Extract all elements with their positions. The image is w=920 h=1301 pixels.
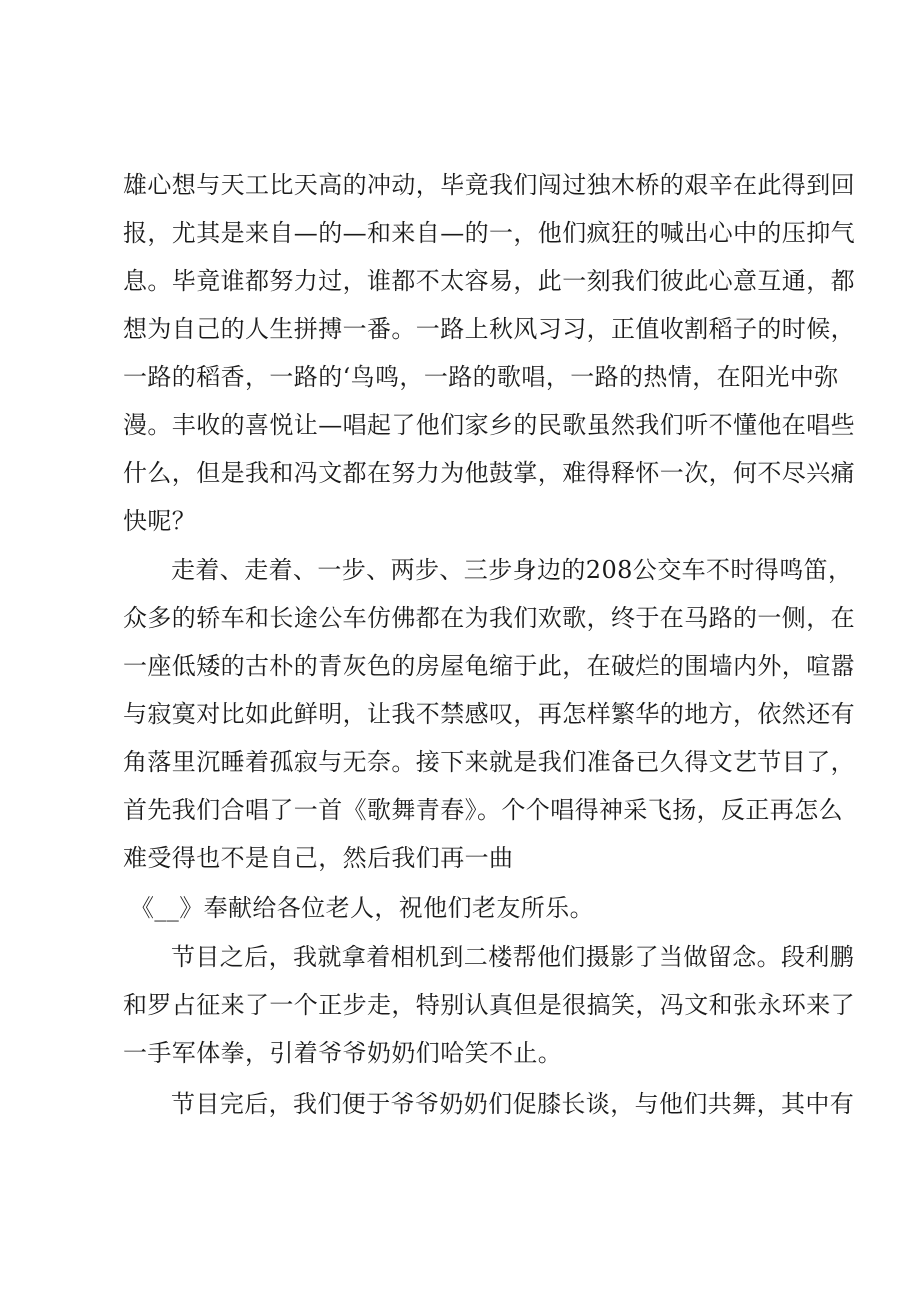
body-text-line: 走着、走着、一步、两步、三步身边的208公交车不时得鸣笛，	[171, 556, 853, 584]
body-text-line: 众多的轿车和长途公车仿佛都在为我们欢歌，终于在马路的一侧，在	[123, 604, 855, 632]
body-text-line: 什么，但是我和冯文都在努力为他鼓掌，难得释怀一次，何不尽兴痛	[123, 459, 855, 487]
body-text-line: 《__》奉献给各位老人，祝他们老友所乐。	[130, 894, 594, 922]
body-text-line: 节目之后，我就拿着相机到二楼帮他们摄影了当做留念。段利鹏	[171, 943, 855, 971]
body-text-line: 首先我们合唱了一首《歌舞青春》。个个唱得神采飞扬，反正再怎么	[123, 796, 843, 824]
body-text-line: 息。毕竟谁都努力过，谁都不太容易，此一刻我们彼此心意互通，都	[123, 267, 855, 295]
body-text-line: 雄心想与天工比天高的冲动，毕竟我们闯过独木桥的艰辛在此得到回	[123, 171, 855, 199]
body-text-line: 报，尤其是来自—的—和来自—的一，他们疯狂的喊出心中的压抑气	[123, 219, 855, 247]
body-text-line: 漫。丰收的喜悦让—唱起了他们家乡的民歌虽然我们听不懂他在唱些	[123, 411, 855, 439]
body-text-line: 与寂寞对比如此鲜明，让我不禁感叹，再怎样繁华的地方，依然还有	[123, 700, 855, 728]
body-text-line: 一路的稻香，一路的‘鸟鸣，一路的歌唱，一路的热情，在阳光中弥	[123, 363, 839, 391]
body-text-line: 角落里沉睡着孤寂与无奈。接下来就是我们准备已久得文艺节目了，	[123, 748, 855, 776]
body-text-line: 一手军体拳，引着爷爷奶奶们哈笑不止。	[123, 1039, 563, 1067]
body-text-line: 难受得也不是自己，然后我们再一曲	[123, 844, 514, 872]
body-text-line: 想为自己的人生拼搏一番。一路上秋风习习，正值收割稻子的时候，	[123, 315, 855, 343]
body-text-line: 一座低矮的古朴的青灰色的房屋龟缩于此，在破烂的围墙内外，喧嚣	[123, 652, 855, 680]
body-text-line: 和罗占征来了一个正步走，特别认真但是很搞笑，冯文和张永环来了	[123, 991, 855, 1019]
body-text-line: 快呢？	[123, 507, 197, 535]
body-text-line: 节目完后，我们便于爷爷奶奶们促膝长谈，与他们共舞，其中有	[171, 1090, 855, 1118]
